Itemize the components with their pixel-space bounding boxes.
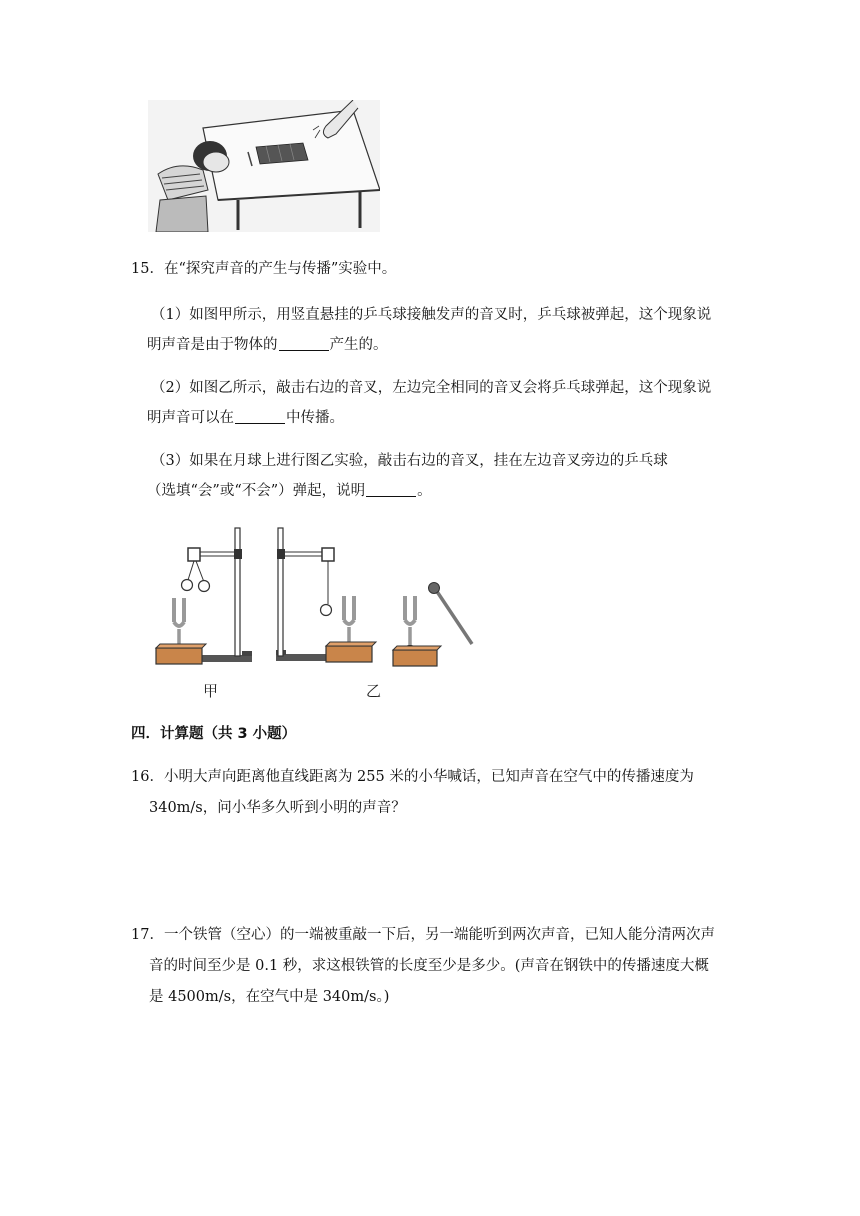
figure-label-yi: 乙: [366, 682, 382, 700]
text: 产生的。: [329, 337, 388, 353]
text: （选填“会”或“不会”）弹起，说明: [147, 483, 366, 499]
text: 明声音可以在: [147, 410, 234, 426]
question-15-part1-line1: （1）如图甲所示，用竖直悬挂的乒乓球接触发声的音叉时，乒乓球被弹起，这个现象说: [151, 307, 712, 323]
question-15-part1-line2: [147, 335, 388, 355]
figure-yi: [276, 528, 472, 666]
text: 明声音是由于物体的: [147, 337, 278, 353]
question-15-part3-line1: （3）如果在月球上进行图乙实验，敲击右边的音叉，挂在左边音叉旁边的乒乓球: [151, 453, 668, 469]
question-15-stem: 15．在“探究声音的产生与传播”实验中。: [131, 261, 397, 277]
question-17-line1: 17．一个铁管（空心）的一端被重敲一下后，另一端能听到两次声音，已知人能分清两次声: [131, 927, 715, 943]
question-15-part2-line2: [147, 408, 344, 428]
question-17-line3: 是 4500m/s，在空气中是 340m/s。): [149, 989, 390, 1005]
question-15-part3-line2: [147, 481, 432, 501]
figure-label-jia: 甲: [203, 682, 219, 700]
question-16-line2: 340m/s，问小华多久听到小明的声音？: [149, 800, 406, 816]
text: 。: [417, 483, 432, 499]
question-17-line2: 音的时间至少是 0.1 秒，求这根铁管的长度至少是多少。(声音在钢铁中的传播速度大概: [149, 958, 709, 974]
text: 中传播。: [286, 410, 344, 426]
tuning-fork-experiment-figure: [150, 522, 480, 700]
student-listening-illustration: [148, 100, 380, 232]
question-15-part2-line1: （2）如图乙所示，敲击右边的音叉，左边完全相同的音叉会将乒乓球弹起，这个现象说: [151, 380, 712, 396]
answer-blank[interactable]: [366, 482, 416, 497]
answer-blank[interactable]: [235, 409, 285, 424]
figure-jia: [156, 528, 252, 664]
question-16-line1: 16．小明大声向距离他直线距离为 255 米的小华喊话，已知声音在空气中的传播速度为: [131, 769, 694, 785]
answer-blank[interactable]: [279, 336, 329, 351]
section-4-heading: 四．计算题（共 3 小题）: [131, 726, 297, 742]
